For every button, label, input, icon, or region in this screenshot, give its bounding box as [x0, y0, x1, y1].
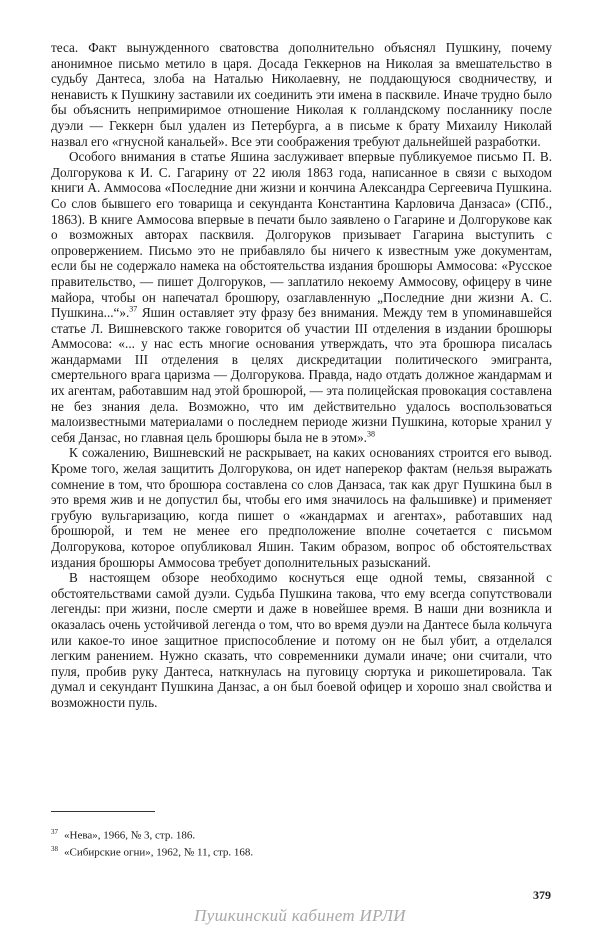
paragraph-1: теса. Факт вынужденного сватовства дополнительно объяснял Пушкину, почему анонимное письмо метило в царя. Досада Геккернов на Николая за вмешательство в судьбу Дантеса, злоба на Наталью Николаевну, не поддающуюся сводничеству, и ненависть к Пушкину заставили их соединить эти имена в пасквиле. Иначе трудно было бы объяснить непримиримое отношение Николая к голландскому посланнику после дуэли — Геккерн был удален из Петербурга, а в письме к брату Михаилу Николай назвал его «гнусной канальей». Все эти соображения требуют дальнейшей разработки.	[51, 40, 552, 149]
footnote-37	[51, 826, 531, 843]
paragraph-3: К сожалению, Вишневский не раскрывает, на каких основаниях строится его вывод. Кроме того, желая защитить Долгорукова, он идет наперекор фактам (нельзя выражать сомнение в том, что брошюра составлена со слов Данзаса, так как друг Пушкина был в это время жив и не допустил бы, чтобы его имя значилось на фальшивке) и применяет грубую вульгаризацию, когда пишет о «жандармах и агентах», работавших над брошюрой, и тем не менее его предположение вполне сочетается с письмом Долгорукова, которое опубликовал Яшин. Таким образом, вопрос об обстоятельствах издания брошюры Аммосова требует дополнительных разысканий.	[51, 445, 552, 570]
paragraph-2-text: Особого внимания в статье Яшина заслуживает впервые публикуемое письмо П. В. Долгорукова к И. С. Гагарину от 22 июля 1863 года, написанное в связи с выходом книги А. Аммосова «Последние дни жизни и кончина Александра Сергеевича Пушкина. Со слов бывшего его товарища и секунданта Константина Карловича Данзаса» (СПб., 1863). В книге Аммосова впервые в печати было заявлено о Гагарине и Долгорукове как о возможных авторах пасквиля. Долгоруков призывает Гагарина выступить с опровержением. Письмо это не прибавляло бы ничего к известным уже документам, если бы не содержало намека на обстоятельства издания брошюры Аммосова: «Русское правительство, — пишет Долгоруков, — заплатило некоему Аммосову, офицеру в чине майора, чтобы он напечатал брошюру, озаглавленную „Последние дни жизни А. С. Пушкина...“».	[51, 149, 552, 321]
paragraph-2-continued: Яшин оставляет эту фразу без внимания. Между тем в упоминавшейся статье Л. Вишневского также говорится об участии III отделения в издании брошюры Аммосова: «... у нас есть многие основания утверждать, что эта брошюра писалась жандармами III отделения в целях дискредитации политического эмигранта, смертельного врага царизма — Долгорукова. Правда, надо отдать должное жандармам и их агентам, работавшим над этой брошюрой, — эта полицейская провокация составлена не без знания дела. Возможно, что им действительно удалось воспользоваться малоизвестными материалами о последнем периоде жизни Пушкина, которые хранил у себя Данзас, но главная цель брошюры была не в этом».	[51, 305, 552, 445]
footnote-38	[51, 843, 531, 860]
footnote-number: 38	[51, 844, 58, 853]
paragraph-4: В настоящем обзоре необходимо коснуться еще одной темы, связанной с обстоятельствами самой дуэли. Судьба Пушкина такова, что ему всегда сопутствовали легенды: при жизни, после смерти и даже в новейшее время. В наши дни возникла и оказалась очень устойчивой легенда о том, что во время дуэли на Дантесе была кольчуга или какое-то иное защитное приспособление и потому он не был убит, а отделался легким ранением. Нужно сказать, что современники думали иначе; они считали, что пуля, пробив руку Дантеса, наткнулась на пуговицу сюртука и рикошетировала. Так думал и секундант Пушкина Данзас, а он был боевой офицер и хорошо знал свойства и возможности пуль.	[51, 570, 552, 710]
footnote-ref-38[interactable]: 38	[366, 429, 375, 439]
paragraph-2	[51, 149, 552, 445]
footnote-divider	[51, 811, 155, 812]
footnotes	[51, 826, 531, 859]
footnote-number: 37	[51, 828, 58, 836]
library-watermark: Пушкинский кабинет ИРЛИ	[194, 906, 406, 925]
footnote-text: «Сибирские огни», 1962, № 11, стр. 168.	[64, 846, 254, 859]
page-number: 379	[533, 888, 551, 902]
footnote-text: «Нева», 1966, № 3, стр. 186.	[64, 829, 196, 842]
footnote-ref-37[interactable]: 37	[129, 304, 138, 314]
article-body	[51, 40, 552, 711]
